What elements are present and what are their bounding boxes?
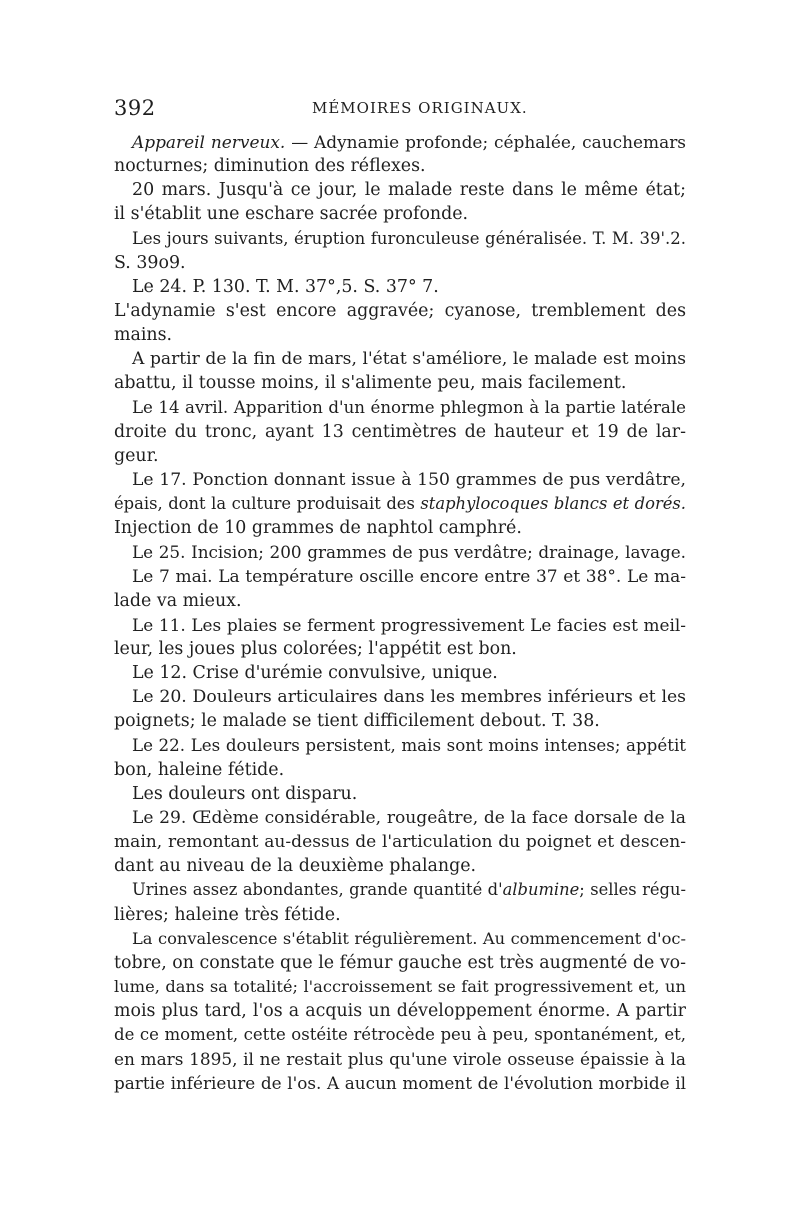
italic-text: staphylocoques blancs et dorés. xyxy=(420,494,686,514)
text-line xyxy=(114,903,686,927)
text-line xyxy=(114,975,686,999)
text-line xyxy=(114,565,686,589)
text-line xyxy=(114,420,686,444)
text-line xyxy=(114,951,686,975)
text-run: Les douleurs ont disparu. xyxy=(132,783,358,804)
text-line xyxy=(114,154,686,178)
text-run: — Adynamie profonde; céphalée, cauchemars xyxy=(285,132,686,152)
text-run: en mars 1895, il ne restait plus qu'une virole osseuse épaissie à la xyxy=(114,1049,686,1070)
text-line xyxy=(114,227,686,251)
text-run: droite du tronc, ayant 13 centimètres de hauteur et 19 de lar- xyxy=(114,421,686,442)
text-run: épais, dont la culture produisait des xyxy=(114,494,421,514)
text-run: La convalescence s'établit régulièrement. Au commencement d'oc- xyxy=(132,928,686,948)
text-run: L'adynamie s'est encore aggravée; cyanose, tremblement des xyxy=(114,300,686,321)
text-run: lières; haleine très fétide. xyxy=(114,904,341,925)
text-line xyxy=(114,661,686,685)
text-line xyxy=(114,396,686,420)
text-run: geur. xyxy=(114,445,159,466)
text-run: Le 17. Ponction donnant issue à 150 grammes de pus verdâtre, xyxy=(132,469,686,490)
text-run: tobre, on constate que le fémur gauche est très augmenté de vo- xyxy=(114,952,686,973)
text-run: Le 25. Incision; 200 grammes de pus verdâtre; drainage, lavage. xyxy=(132,542,686,563)
text-run: Le 14 avril. Apparition d'un énorme phlegmon à la partie latérale xyxy=(132,397,686,417)
text-run: Le 12. Crise d'urémie convulsive, unique. xyxy=(132,663,498,684)
text-run: leur, les joues plus colorées; l'appétit est bon. xyxy=(114,638,517,659)
text-line xyxy=(114,299,686,323)
text-run: poignets; le malade se tient difficilement debout. T. 38. xyxy=(114,711,600,732)
text-line xyxy=(114,782,686,806)
text-run: Le 29. Œdème considérable, rougeâtre, de la face dorsale de la xyxy=(132,807,686,828)
text-line xyxy=(114,540,686,564)
text-line xyxy=(114,468,686,492)
text-line xyxy=(114,251,686,275)
text-line xyxy=(114,444,686,468)
text-line xyxy=(114,734,686,758)
text-run: 20 mars. Jusqu'à ce jour, le malade reste dans le même état; xyxy=(132,180,686,201)
text-line xyxy=(114,202,686,226)
text-run: mains. xyxy=(114,325,173,346)
italic-text: albumine xyxy=(502,880,580,900)
text-run: A partir de la fin de mars, l'état s'améliore, le malade est moins xyxy=(132,349,686,370)
text-run: bon, haleine fétide. xyxy=(114,759,285,780)
page-number: 392 xyxy=(114,96,156,120)
text-line xyxy=(114,371,686,395)
text-line xyxy=(114,999,686,1023)
text-run: abattu, il tousse moins, il s'alimente peu, mais facilement. xyxy=(114,373,627,394)
text-run: de ce moment, cette ostéite rétrocède peu à peu, spontanément, et, xyxy=(114,1025,686,1045)
text-run: Les jours suivants, éruption furonculeuse généralisée. T. M. 39'.2. xyxy=(132,228,686,248)
text-line xyxy=(114,927,686,951)
text-line xyxy=(114,637,686,661)
italic-text: Appareil nerveux. xyxy=(132,132,286,152)
text-run: Le 20. Douleurs articulaires dans les membres inférieurs et les xyxy=(132,687,686,708)
text-line xyxy=(114,130,686,154)
text-run: partie inférieure de l'os. A aucun moment de l'évolution morbide il xyxy=(114,1073,686,1094)
text-run: ; selles régu- xyxy=(579,880,686,900)
text-line xyxy=(114,589,686,613)
text-line xyxy=(114,1071,686,1095)
text-line xyxy=(114,830,686,854)
text-run: Le 22. Les douleurs persistent, mais sont moins intenses; appétit xyxy=(132,735,686,755)
text-line xyxy=(114,1047,686,1071)
text-run: S. 39o9. xyxy=(114,252,186,273)
text-line xyxy=(114,878,686,902)
text-run: mois plus tard, l'os a acquis un développement énorme. A partir xyxy=(114,1001,686,1022)
text-line xyxy=(114,492,686,516)
text-line xyxy=(114,685,686,709)
text-run: main, remontant au-dessus de l'articulation du poignet et descen- xyxy=(114,832,686,853)
text-run: Le 7 mai. La température oscille encore entre 37 et 38°. Le ma- xyxy=(132,566,686,587)
text-run: il s'établit une eschare sacrée profonde. xyxy=(114,204,469,225)
text-run: Le 24. P. 130. T. M. 37°,5. S. 37° 7. xyxy=(132,276,439,297)
text-run: lume, dans sa totalité; l'accroissement se fait progressivement et, un xyxy=(114,976,686,996)
text-line xyxy=(114,516,686,540)
text-run: Injection de 10 grammes de naphtol camphré. xyxy=(114,518,522,539)
running-title: MÉMOIRES ORIGINAUX. xyxy=(312,99,528,117)
body-text xyxy=(114,130,686,1096)
text-line xyxy=(114,275,686,299)
text-run: dant au niveau de la deuxième phalange. xyxy=(114,856,477,877)
text-line xyxy=(114,854,686,878)
text-line xyxy=(114,347,686,371)
text-line xyxy=(114,758,686,782)
text-run: Urines assez abondantes, grande quantité d' xyxy=(132,880,503,900)
text-line xyxy=(114,323,686,347)
text-run: lade va mieux. xyxy=(114,590,242,611)
text-line xyxy=(114,806,686,830)
text-line xyxy=(114,1023,686,1047)
text-run: nocturnes; diminution des réflexes. xyxy=(114,156,426,177)
text-line xyxy=(114,709,686,733)
text-line xyxy=(114,178,686,202)
text-line xyxy=(114,613,686,637)
page-header xyxy=(114,96,686,124)
text-run: Le 11. Les plaies se ferment progressivement Le facies est meil- xyxy=(132,614,686,635)
